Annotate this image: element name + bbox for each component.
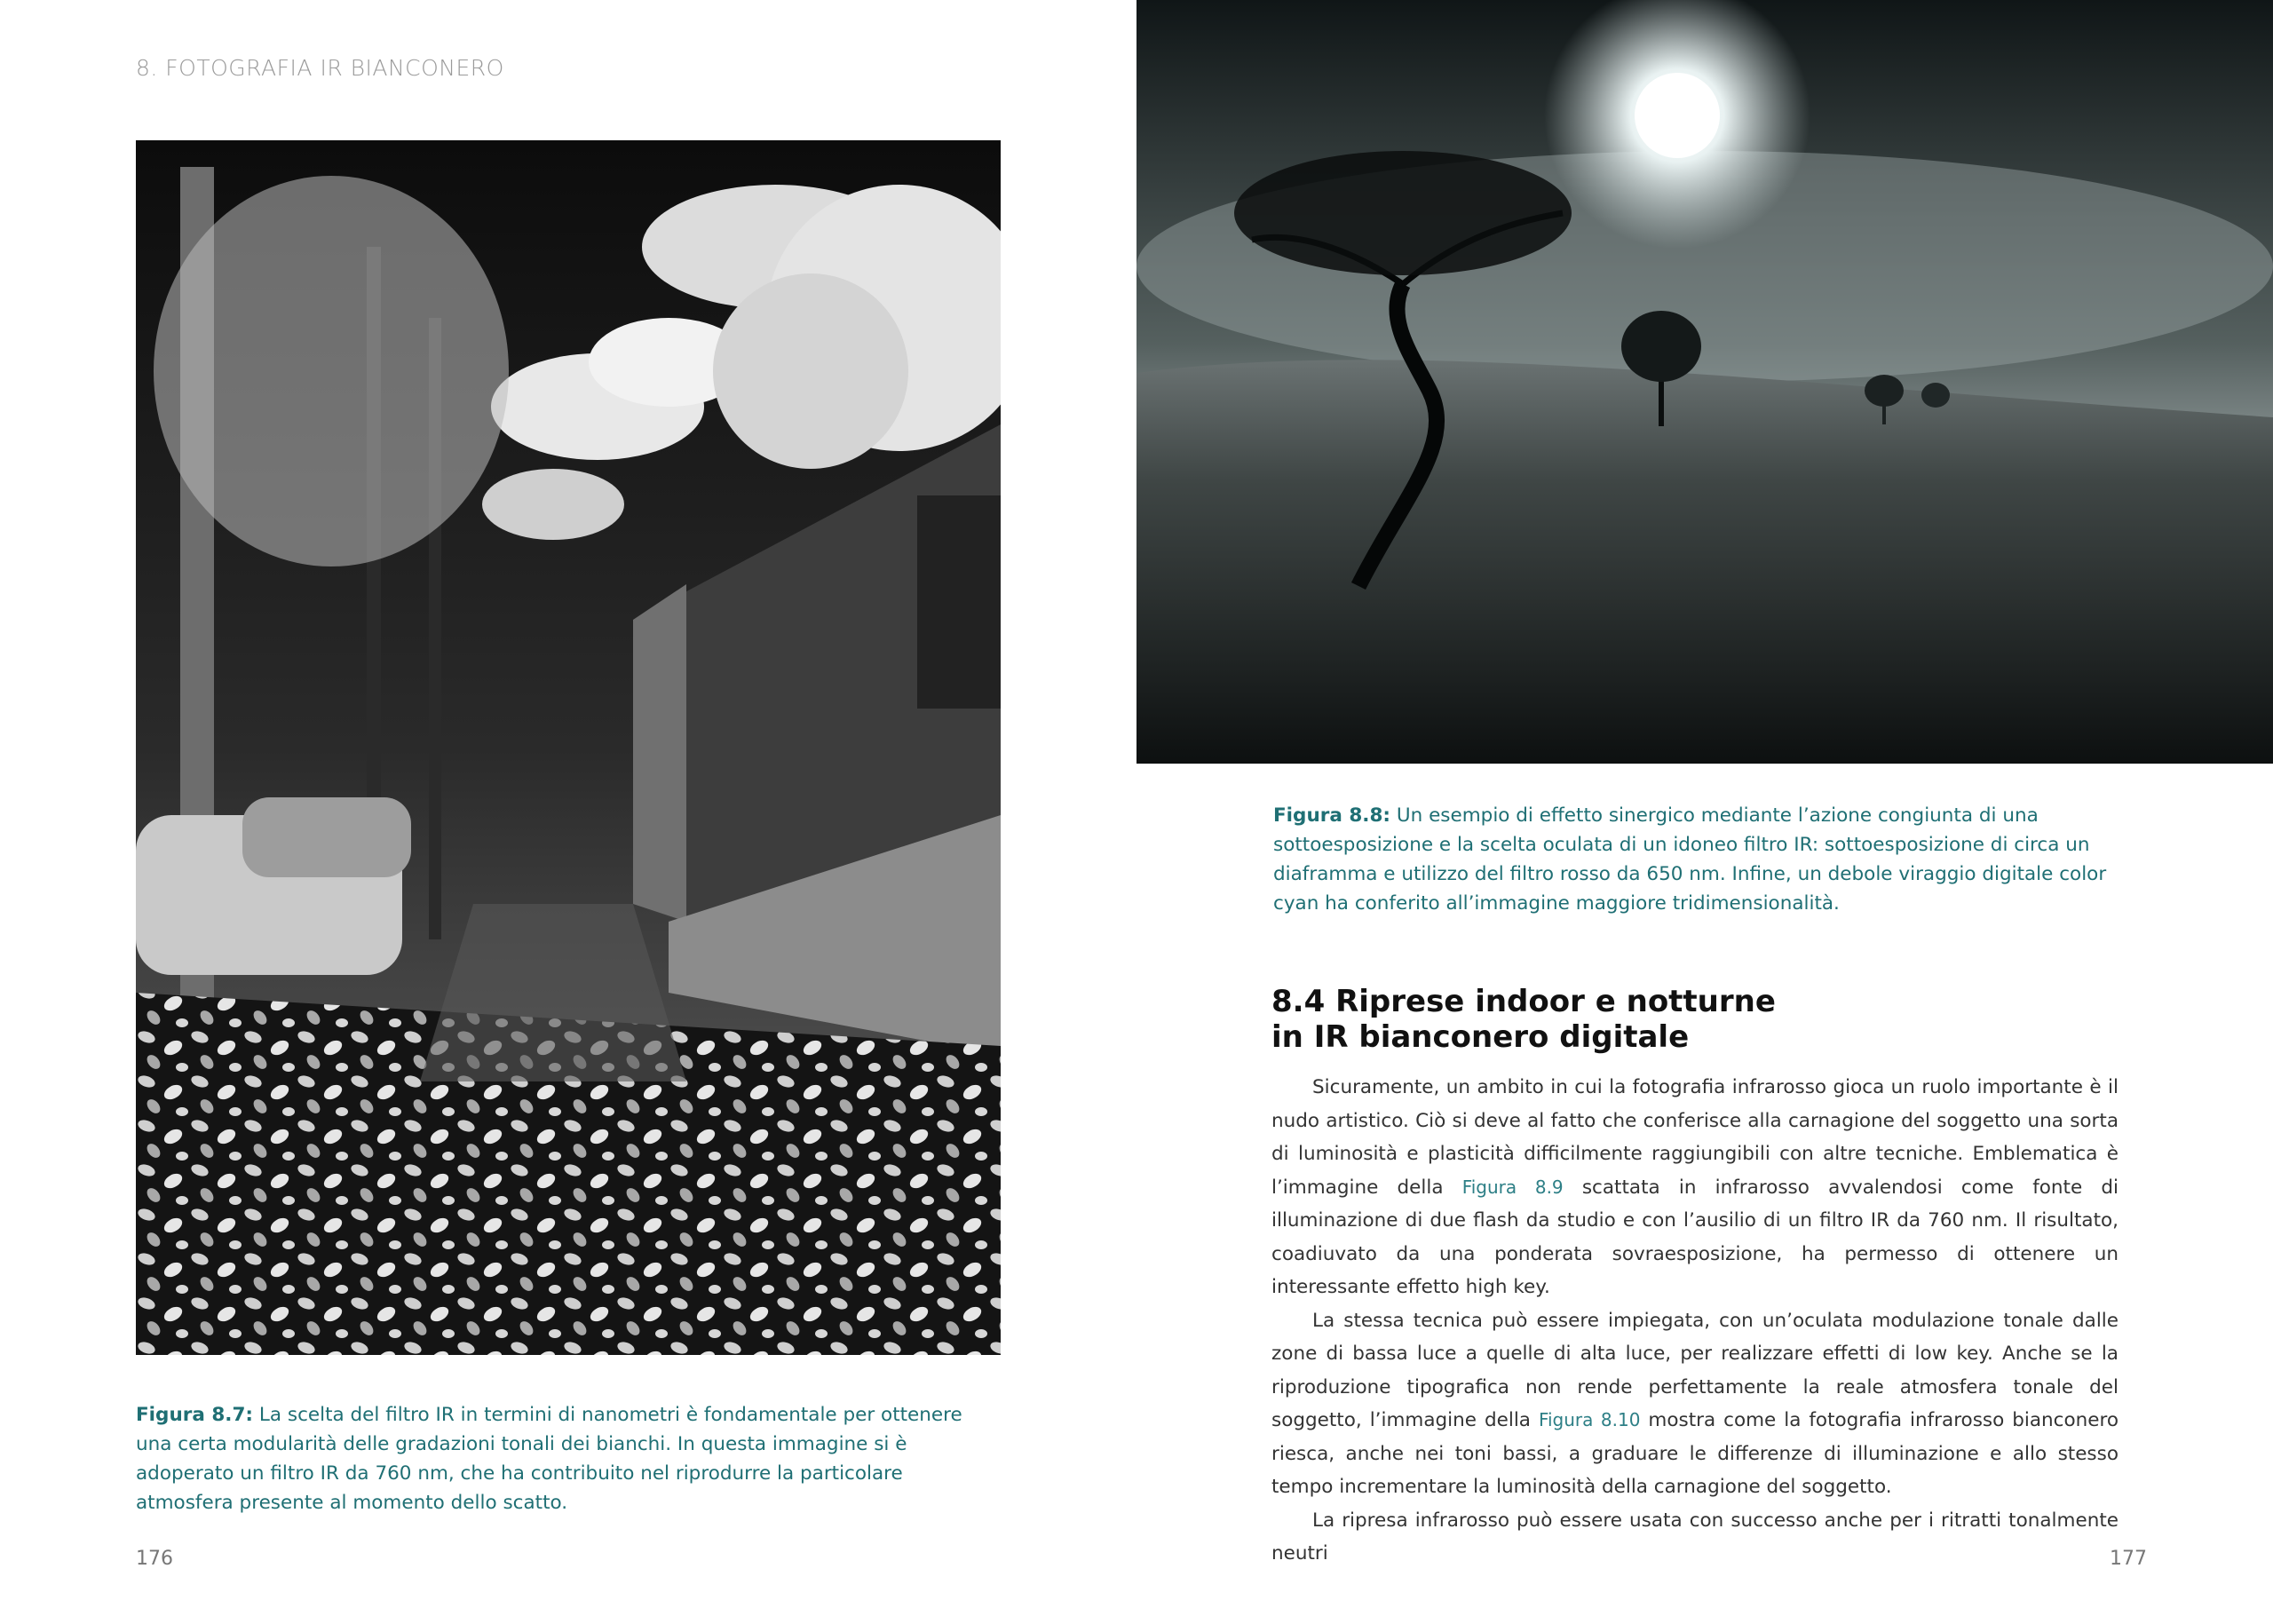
paragraph-1 [1271,1071,2119,1304]
paragraph-2-part-2: mostra come la fotografia infrarosso bianconero riesca, anche nei toni bassi, a graduare le differenze di illuminazione e allo stesso tempo incrementare la luminosità della carnagione del soggetto. [1271,1409,2119,1498]
section-heading [1271,984,1893,1055]
figure-8-8-caption [1273,801,2126,918]
section-heading-line-1: 8.4 Riprese indoor e notturne [1271,984,1776,1020]
page-number-left: 176 [136,1548,173,1570]
figure-8-8-photo [1136,0,2273,764]
paragraph-2 [1271,1304,2119,1504]
figure-8-7-label: Figura 8.7: [136,1404,254,1426]
figure-8-9-reference: Figura 8.9 [1461,1176,1564,1198]
paragraph-2-part-1: La stessa tecnica può essere impiegata, con un’oculata modulazione tonale dalle zone di bassa luce a quelle di alta luce, per realizzare effetti di low key. Anche se la riproduzione tipografica non rende perfettamente la reale atmosfera tonale del soggetto, l’immagine della [1271,1309,2119,1431]
figure-8-7-photo [136,140,1001,1355]
right-page [1136,0,2273,1624]
street-photo-illustration [136,140,1001,1355]
left-page [0,0,1136,1624]
figure-8-7-text: La scelta del filtro IR in termini di nanometri è fondamentale per ottenere una certa modularità delle gradazioni tonali dei bianchi. In questa immagine si è adoperato un filtro IR da 760 nm, che ha contribuito nel riprodurre la particolare atmosfera presente al momento dello scatto. [136,1404,962,1514]
section-heading-line-2: in IR bianconero digitale [1271,1019,1690,1056]
figure-8-7-caption [136,1400,988,1517]
figure-8-10-reference: Figura 8.10 [1538,1409,1641,1430]
paragraph-1-part-1: Sicuramente, un ambito in cui la fotografia infrarosso gioca un ruolo importante è il nudo artistico. Ciò si deve al fatto che conferisce alla carnagione del soggetto una sorta di luminosità e plasticità difficilmente raggiungibili con altre tecniche. Emblematica è l’immagine della [1271,1076,2119,1199]
page-number-right: 177 [2110,1548,2147,1570]
figure-8-8-label: Figura 8.8: [1273,804,1391,827]
running-head: 8. FOTOGRAFIA IR BIANCONERO [136,55,504,81]
night-tree-photo-illustration [1136,0,2273,764]
figure-8-8-text: Un esempio di effetto sinergico mediante l’azione congiunta di una sottoesposizione e la scelta oculata di un idoneo filtro IR: sottoesposizione di circa un diaframma e utilizzo del filtro rosso da 650 nm. Infine, un debole viraggio digitale color cyan ha conferito all’immagine maggiore tridimensionalità. [1273,804,2107,915]
body-text [1271,1071,2119,1571]
paragraph-3: La ripresa infrarosso può essere usata con successo anche per i ritratti tonalmente neutri [1271,1509,2119,1565]
paragraph-1-part-2: scattata in infrarosso avvalendosi come fonte di illuminazione di due flash da studio e con l’ausilio di un filtro IR da 760 nm. Il risultato, coadiuvato da una ponderata sovraesposizione, ha permesso di ottenere un interessante effetto high key. [1271,1176,2119,1298]
